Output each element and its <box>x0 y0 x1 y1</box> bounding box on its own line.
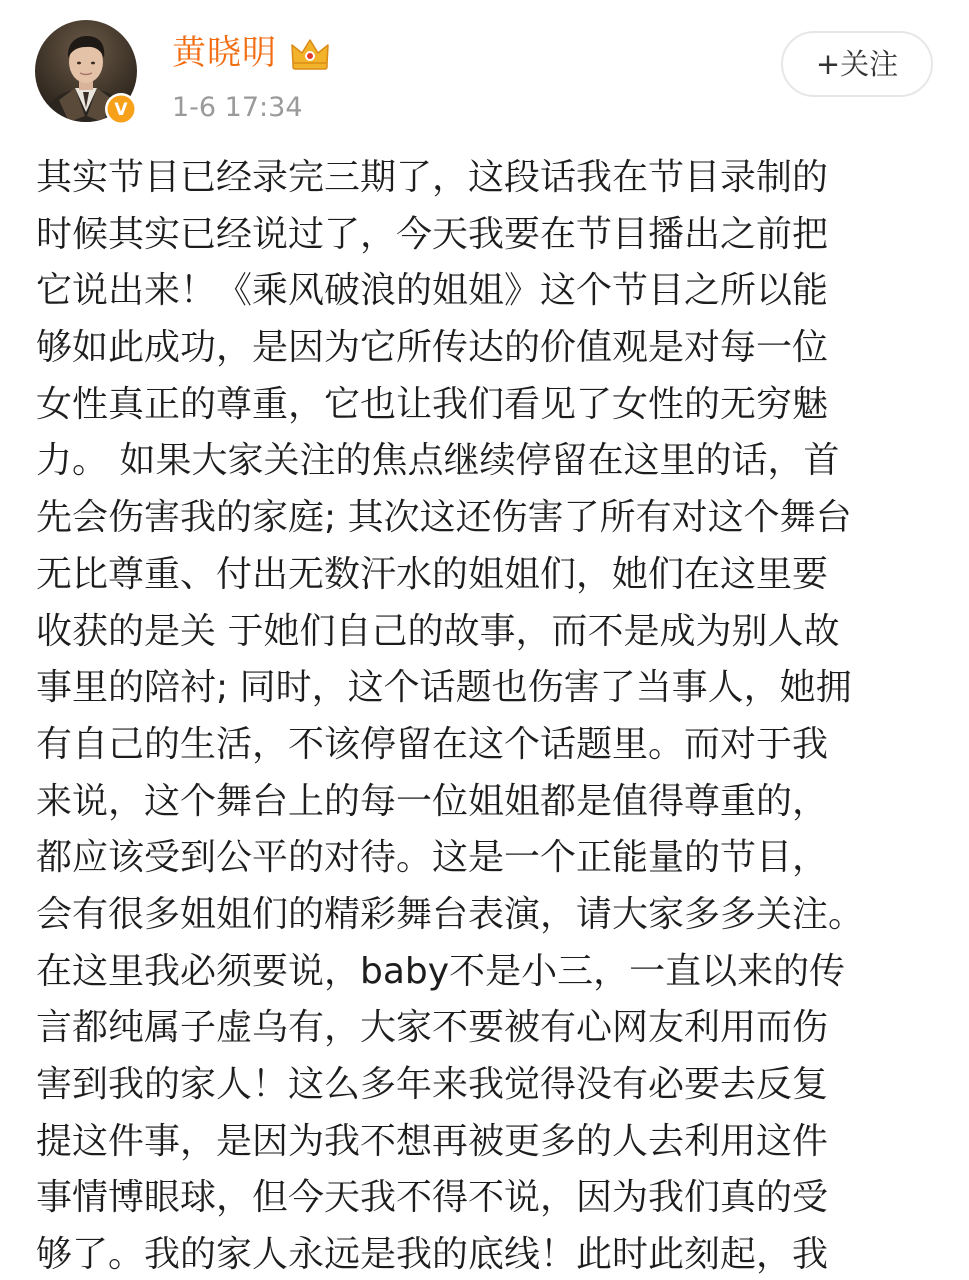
verified-badge-icon <box>104 92 138 126</box>
vip-crown-icon <box>289 36 331 72</box>
post-text-line: 先会伤害我的家庭; 其次这还伤害了所有对这个舞台 <box>36 497 852 539</box>
post-text-line: 在这里我必须要说，baby不是小三，一直以来的传 <box>36 950 846 992</box>
post-text-line: 女性真正的尊重，它也让我们看见了女性的无穷魅 <box>36 383 829 425</box>
post-text-line: 力。 如果大家关注的焦点继续停留在这里的话，首 <box>36 440 840 482</box>
post-body <box>36 150 936 1280</box>
post-timestamp: 1-6 17:34 <box>172 92 303 123</box>
post-text-line: 事里的陪衬; 同时，这个话题也伤害了当事人，她拥 <box>36 667 852 709</box>
post-text-line: 有自己的生活，不该停留在这个话题里。而对于我 <box>36 723 829 765</box>
post-text-line: 都应该受到公平的对待。这是一个正能量的节目， <box>36 837 829 879</box>
post-text-line: 够如此成功，是因为它所传达的价值观是对每一位 <box>36 327 829 369</box>
username[interactable]: 黄晓明 <box>172 33 277 73</box>
post-text-line: 来说，这个舞台上的每一位姐姐都是值得尊重的， <box>36 780 829 822</box>
post-text-line: 收获的是关 于她们自己的故事，而不是成为别人故 <box>36 610 840 652</box>
post-text-line: 会有很多姐姐们的精彩舞台表演，请大家多多关注。 <box>36 893 865 935</box>
post-text-line: 它说出来！《乘风破浪的姐姐》这个节目之所以能 <box>36 270 829 312</box>
post-text-line: 时候其实已经说过了，今天我要在节目播出之前把 <box>36 213 829 255</box>
post-text-line: 害到我的家人！这么多年来我觉得没有必要去反复 <box>36 1064 829 1105</box>
post-text-line: 言都纯属子虚乌有，大家不要被有心网友利用而伤 <box>36 1007 829 1049</box>
post-text-line: 事情博眼球，但今天我不得不说，因为我们真的受 <box>36 1177 829 1219</box>
post-text-line: 够了。我的家人永远是我的底线！此时此刻起，我 <box>36 1234 829 1276</box>
follow-button[interactable]: +关注 <box>781 31 933 97</box>
svg-text:V: V <box>114 100 128 120</box>
post-text-line: 提这件事，是因为我不想再被更多的人去利用这件 <box>36 1120 829 1162</box>
post-text-line: 其实节目已经录完三期了，这段话我在节目录制的 <box>36 157 829 198</box>
post-text-line: 无比尊重、付出无数汗水的姐姐们，她们在这里要 <box>36 553 829 595</box>
